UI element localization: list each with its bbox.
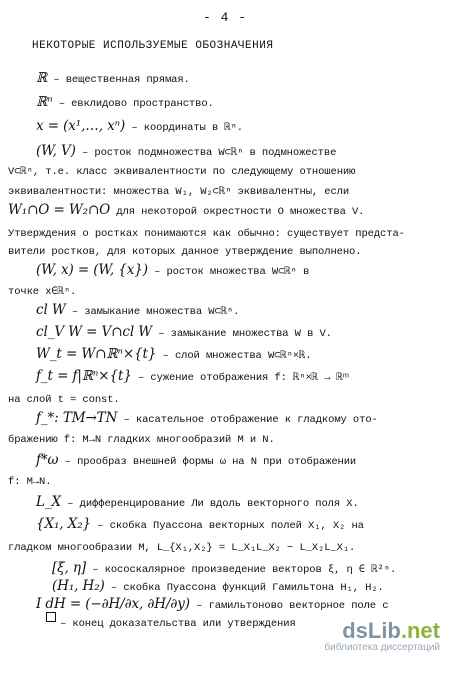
notation-line: x = (x¹,…, xⁿ) – координаты в ℝⁿ. [36,118,243,134]
notation-line: (H₁, H₂) – скобка Пуассона функций Гамильтона H₁, H₂. [52,578,384,594]
watermark-logo-tld: .net [400,618,440,643]
page-title: НЕКОТОРЫЕ ИСПОЛЬЗУЕМЫЕ ОБОЗНАЧЕНИЯ [32,40,274,52]
watermark-logo-main: dsLib [342,618,401,643]
notation-line: f_*: TM→TN – касательное отображение к гладкому ото- [36,410,378,426]
notation-line: L_X – дифференцирование Ли вдоль векторного поля X. [36,494,359,510]
notation-line: гладком многообразии M, L_{X₁,X₂} = L_X₁L_X₂ − L_X₂L_X₁. [8,542,356,554]
notation-line: f*ω – прообраз внешней формы ω на N при отображении [36,452,357,468]
notation-line: {X₁, X₂} – скобка Пуассона векторных полей X₁, X₂ на [36,516,364,532]
notation-line: f: M→N. [8,476,52,488]
notation-line: эквивалентности: множества W₁, W₂⊂ℝⁿ эквивалентны, если [8,186,350,198]
notation-line: W₁∩O = W₂∩O для некоторой окрестности O множества V. [8,202,365,218]
end-of-proof-square [46,612,56,622]
notation-line: cl W – замыкание множества W⊂ℝⁿ. [36,302,240,318]
notation-line: – конец доказательства или утверждения [60,618,296,630]
watermark [324,618,440,653]
notation-line: f_t = f|ℝⁿ×{t} – сужение отображения f: ℝⁿ×ℝ → ℝᵐ [36,368,349,384]
notation-line: ℝⁿ – евклидово пространство. [36,94,214,110]
page-number: - 4 - [202,10,247,25]
notation-line: на слой t = const. [8,394,120,406]
notation-line: вители ростков, для которых данное утверждение выполнено. [8,246,362,258]
notation-line: cl_V W = V∩cl W – замыкание множества W в V. [36,324,332,340]
watermark-subtitle: библиотека диссертаций [324,642,440,653]
notation-line: [ξ, η] – кососкалярное произведение векторов ξ, η ∈ ℝ²ⁿ. [52,560,397,576]
notation-line: бражению f: M→N гладких многообразий M и N. [8,434,275,446]
notation-line: W_t = W∩ℝⁿ×{t} – слой множества W⊂ℝⁿ×ℝ. [36,346,312,362]
notation-line: ℝ – вещественная прямая. [36,70,190,86]
notation-line: V⊂ℝⁿ, т.е. класс эквивалентности по следующему отношению [8,166,356,178]
notation-line: Утверждения о ростках понимаются как обычно: существует предста- [8,228,405,240]
notation-line: (W, V) – росток подмножества W⊂ℝⁿ в подмножестве [36,143,337,159]
notation-line: (W, x) = (W, {x}) – росток множества W⊂ℝⁿ в [36,262,310,278]
notation-line: точке x∈ℝⁿ. [8,286,77,298]
notation-line: I dH = (−∂H/∂x, ∂H/∂y) – гамильтоново векторное поле с [36,596,389,612]
watermark-logo [324,618,440,644]
